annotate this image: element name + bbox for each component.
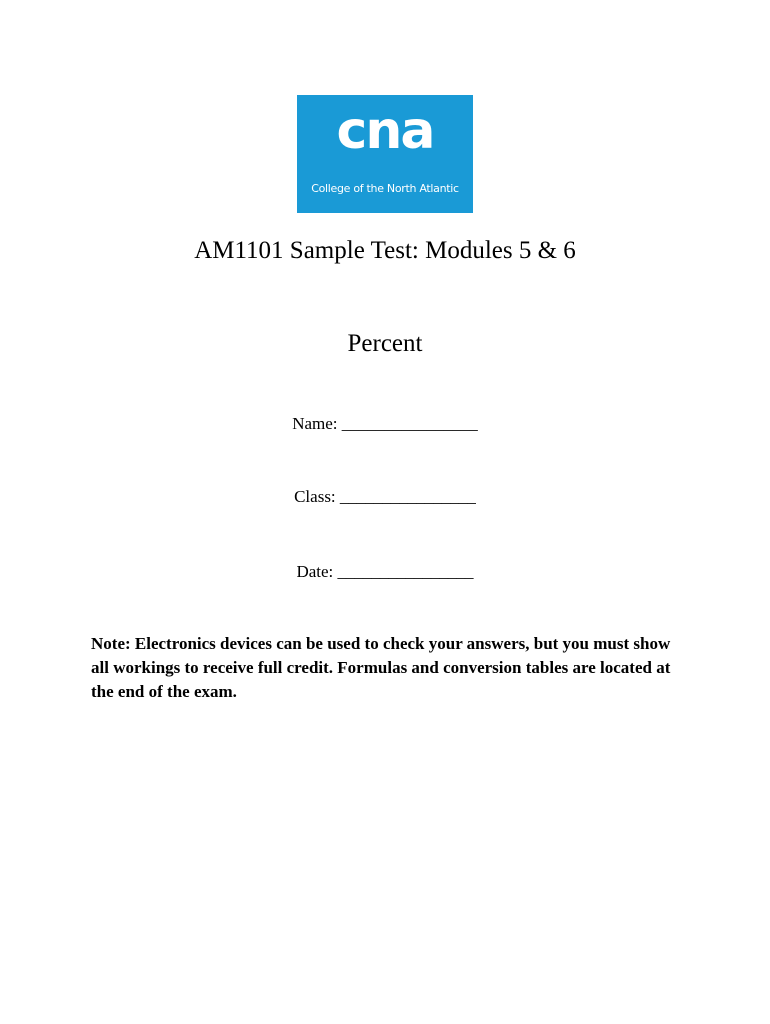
page-title: AM1101 Sample Test: Modules 5 & 6 bbox=[194, 237, 576, 264]
date-field: Date: ________________ bbox=[296, 562, 474, 581]
logo-mark: cna bbox=[336, 101, 434, 161]
name-field: Name: ________________ bbox=[292, 414, 478, 433]
exam-note: Note: Electronics devices can be used to check your answers, but you must show all workings to receive full credit. Formulas and conversion tables are located at the end of the exam. bbox=[91, 634, 671, 701]
class-field: Class: ________________ bbox=[294, 487, 476, 506]
page-subtitle: Percent bbox=[347, 330, 423, 357]
college-logo bbox=[297, 95, 473, 213]
logo-college-name: College of the North Atlantic bbox=[311, 182, 459, 195]
